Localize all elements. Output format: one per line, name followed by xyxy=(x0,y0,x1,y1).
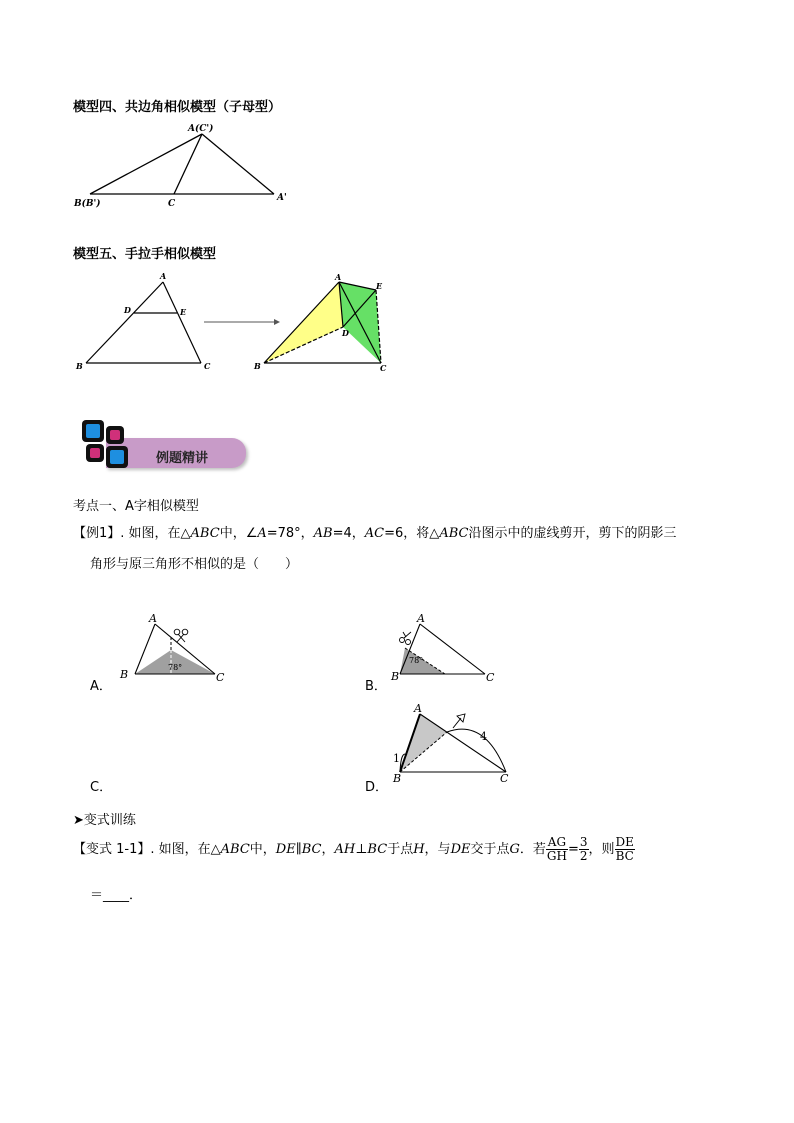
option-a-label: A． xyxy=(90,679,112,694)
m5r-label-d: D xyxy=(342,328,349,338)
model5-right-figure xyxy=(250,270,395,375)
point1-title: 考点一、A字相似模型 xyxy=(73,499,199,514)
section-banner xyxy=(78,418,250,474)
banner-title: 例题精讲 xyxy=(156,451,209,466)
model4-title: 模型四、共边角相似模型（子母型） xyxy=(73,100,282,115)
m5r-label-b: B xyxy=(254,361,261,371)
m5r-label-c: C xyxy=(380,363,387,373)
m5r-label-e: E xyxy=(376,281,383,291)
fraction-3-2: $\frac{3}{2}$ xyxy=(579,835,588,863)
opt-d-len-4: 4 xyxy=(480,730,487,743)
m4-label-ap: A' xyxy=(277,193,287,203)
fraction-de-bc: $\frac{DE}{BC}$ xyxy=(615,835,634,863)
m5l-label-c: C xyxy=(204,361,211,371)
m4-label-c: C xyxy=(168,199,176,209)
option-a-figure xyxy=(115,612,235,687)
variant-line1: 【变式 1-1】. 如图，在△ABC中，DE∥BC，AH⊥BC于点H，与DE交于点G．若 $\frac{AG}{GH}$ = $\frac{3}{2}$ ，则 $\frac{DE}{BC}$ xyxy=(73,835,634,863)
opt-d-label-c: C xyxy=(500,772,509,785)
m5r-label-a: A xyxy=(335,272,342,282)
example1-line2: 角形与原三角形不相似的是（ ） xyxy=(90,557,299,572)
scissors-icon xyxy=(174,629,188,642)
option-b-label: B． xyxy=(365,679,387,694)
banner-logo-icon xyxy=(82,420,104,442)
opt-a-label-b: B xyxy=(120,668,129,681)
variant-line2: ＝____． xyxy=(90,888,143,903)
model5-title: 模型五、手拉手相似模型 xyxy=(73,247,217,262)
compass-icon xyxy=(453,714,465,728)
opt-b-label-a: A xyxy=(417,612,425,625)
option-b-figure xyxy=(390,612,505,687)
option-c-label: C． xyxy=(90,780,113,795)
option-d-shade xyxy=(400,714,447,772)
opt-d-len-1: 1 xyxy=(393,752,400,765)
opt-a-label-c: C xyxy=(216,671,225,684)
scissors-icon xyxy=(400,632,412,645)
option-d-figure xyxy=(385,700,520,790)
opt-a-label-a: A xyxy=(149,612,157,625)
option-d-label: D． xyxy=(365,780,389,795)
opt-a-angle: 78° xyxy=(168,663,183,672)
opt-d-label-a: A xyxy=(414,702,422,715)
opt-b-angle: 78° xyxy=(409,656,424,665)
m5l-label-b: B xyxy=(76,361,83,371)
example1-line1: 【例1】. 如图，在△ABC中，∠A=78°，AB=4，AC=6，将△ABC沿图示中的虚线剪开，剪下的阴影三 xyxy=(73,526,677,541)
model5-left-figure xyxy=(70,270,220,375)
m5l-label-a: A xyxy=(160,271,167,281)
m5l-label-d: D xyxy=(124,305,131,315)
m4-label-b: B(B') xyxy=(74,199,101,209)
opt-d-label-b: B xyxy=(393,772,402,785)
m5l-label-e: E xyxy=(180,307,187,317)
model4-figure xyxy=(70,118,300,213)
fraction-ag-gh: $\frac{AG}{GH}$ xyxy=(546,835,567,863)
m4-label-a: A(C') xyxy=(188,124,214,134)
variant-header: ➤变式训练 xyxy=(73,813,136,828)
opt-b-label-c: C xyxy=(486,671,495,684)
opt-b-label-b: B xyxy=(391,670,400,683)
